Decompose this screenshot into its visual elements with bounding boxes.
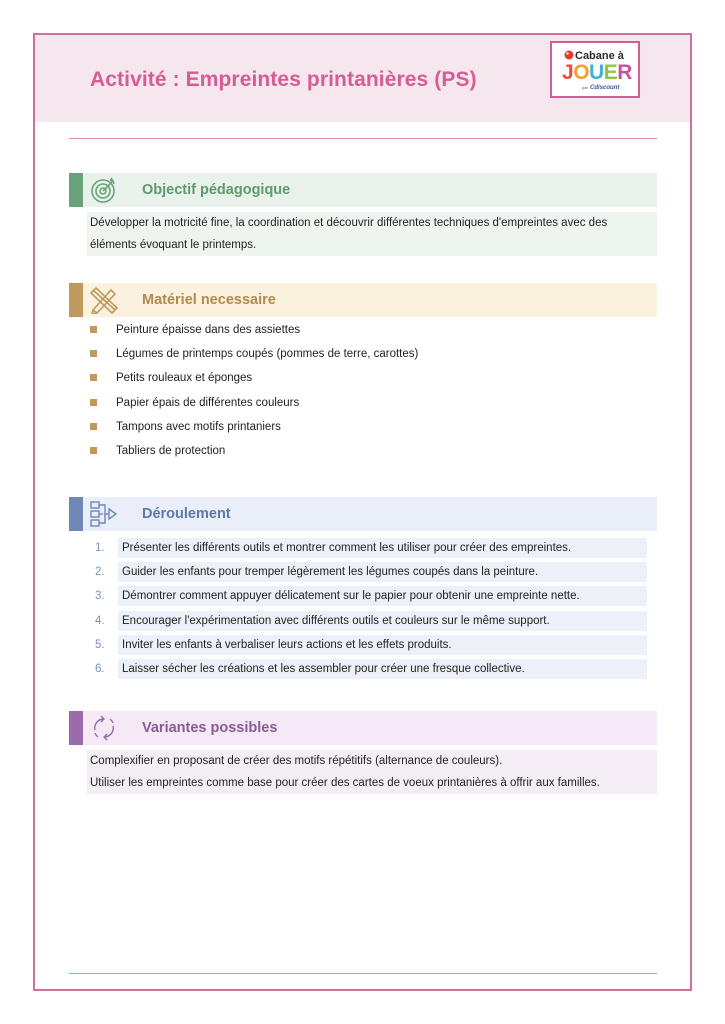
bottom-divider <box>69 973 657 974</box>
section-materiel-title: Matériel necessaire <box>142 292 276 308</box>
header-band <box>35 35 690 122</box>
bullet-square-icon <box>90 350 97 357</box>
cycle-arrows-icon <box>89 714 119 742</box>
materiel-list <box>90 323 418 468</box>
section-deroulement-header <box>69 497 657 531</box>
section-objectif-title: Objectif pédagogique <box>142 182 291 198</box>
target-icon <box>89 176 119 204</box>
cabane-a-jouer-logo <box>550 41 640 98</box>
page-title: Activité : Empreintes printanières (PS) <box>90 68 477 91</box>
variantes-text <box>87 750 657 794</box>
svg-text:JOUER: JOUER <box>562 61 632 84</box>
svg-text:Cabane à: Cabane à <box>575 50 624 62</box>
list-item: Tabliers de protection <box>90 444 418 468</box>
page-frame: Activité : Empreintes printanières (PS) Cabane à JOUER par Cdiscount Objectif pédagogique Développer la motricité fine, la coordination et découvrir différentes techniques d'empreintes avec des éléments évoquant le printemps. Matériel necessaire Peinture épaisse dans des assiettes Légumes de printemps coupés (pommes de terre, carottes) Petits rouleaux et éponges Papier épais de différentes couleurs Tampons avec motifs printaniers Tabliers de protection Déroulement 1. Présenter les différents outils et montrer comment les utiliser pour créer des empreintes. 2. Guider les enfants pour tremper légèrement les légumes coupés dans la peinture. 3. Démontrer comment appuyer délicatement sur le papier pour obtenir une empreinte nette. 4. Encourager l'expérimentation avec différents outils et couleurs sur le même support. 5. Inviter les enfants à verbaliser leurs actions et les effets produits. 6. Laisser sécher les créations et les assembler pour créer une fresque collective. Variantes possibles Complexifier en proposant de créer des motifs répétitifs (alternance de couleurs). Utiliser les empreintes comme base pour créer des cartes de voeux printanières à offrir aux familles. <box>33 33 692 991</box>
bullet-square-icon <box>90 423 97 430</box>
bullet-square-icon <box>90 326 97 333</box>
flowchart-icon <box>89 500 119 528</box>
section-deroulement-title: Déroulement <box>142 506 231 522</box>
list-item: Peinture épaisse dans des assiettes <box>90 323 418 347</box>
svg-text:par: par <box>582 85 588 90</box>
list-item: Petits rouleaux et éponges <box>90 371 418 395</box>
list-item: Légumes de printemps coupés (pommes de terre, carottes) <box>90 347 418 371</box>
bullet-square-icon <box>90 374 97 381</box>
pencil-ruler-icon <box>89 286 119 314</box>
section-objectif-header <box>69 173 657 207</box>
bullet-square-icon <box>90 447 97 454</box>
section-variantes-title: Variantes possibles <box>142 720 278 736</box>
list-item: Tampons avec motifs printaniers <box>90 420 418 444</box>
variante-line: Complexifier en proposant de créer des motifs répétitifs (alternance de couleurs). <box>90 755 503 767</box>
bullet-square-icon <box>90 399 97 406</box>
section-materiel-header <box>69 283 657 317</box>
section-variantes-header <box>69 711 657 745</box>
list-item: Papier épais de différentes couleurs <box>90 396 418 420</box>
svg-text:Cdiscount: Cdiscount <box>590 85 620 91</box>
top-divider <box>69 138 657 139</box>
objectif-text: Développer la motricité fine, la coordination et découvrir différentes techniques d'empreintes avec des éléments évoquant le printemps. <box>87 212 657 256</box>
variante-line: Utiliser les empreintes comme base pour créer des cartes de voeux printanières à offrir aux familles. <box>90 777 600 789</box>
